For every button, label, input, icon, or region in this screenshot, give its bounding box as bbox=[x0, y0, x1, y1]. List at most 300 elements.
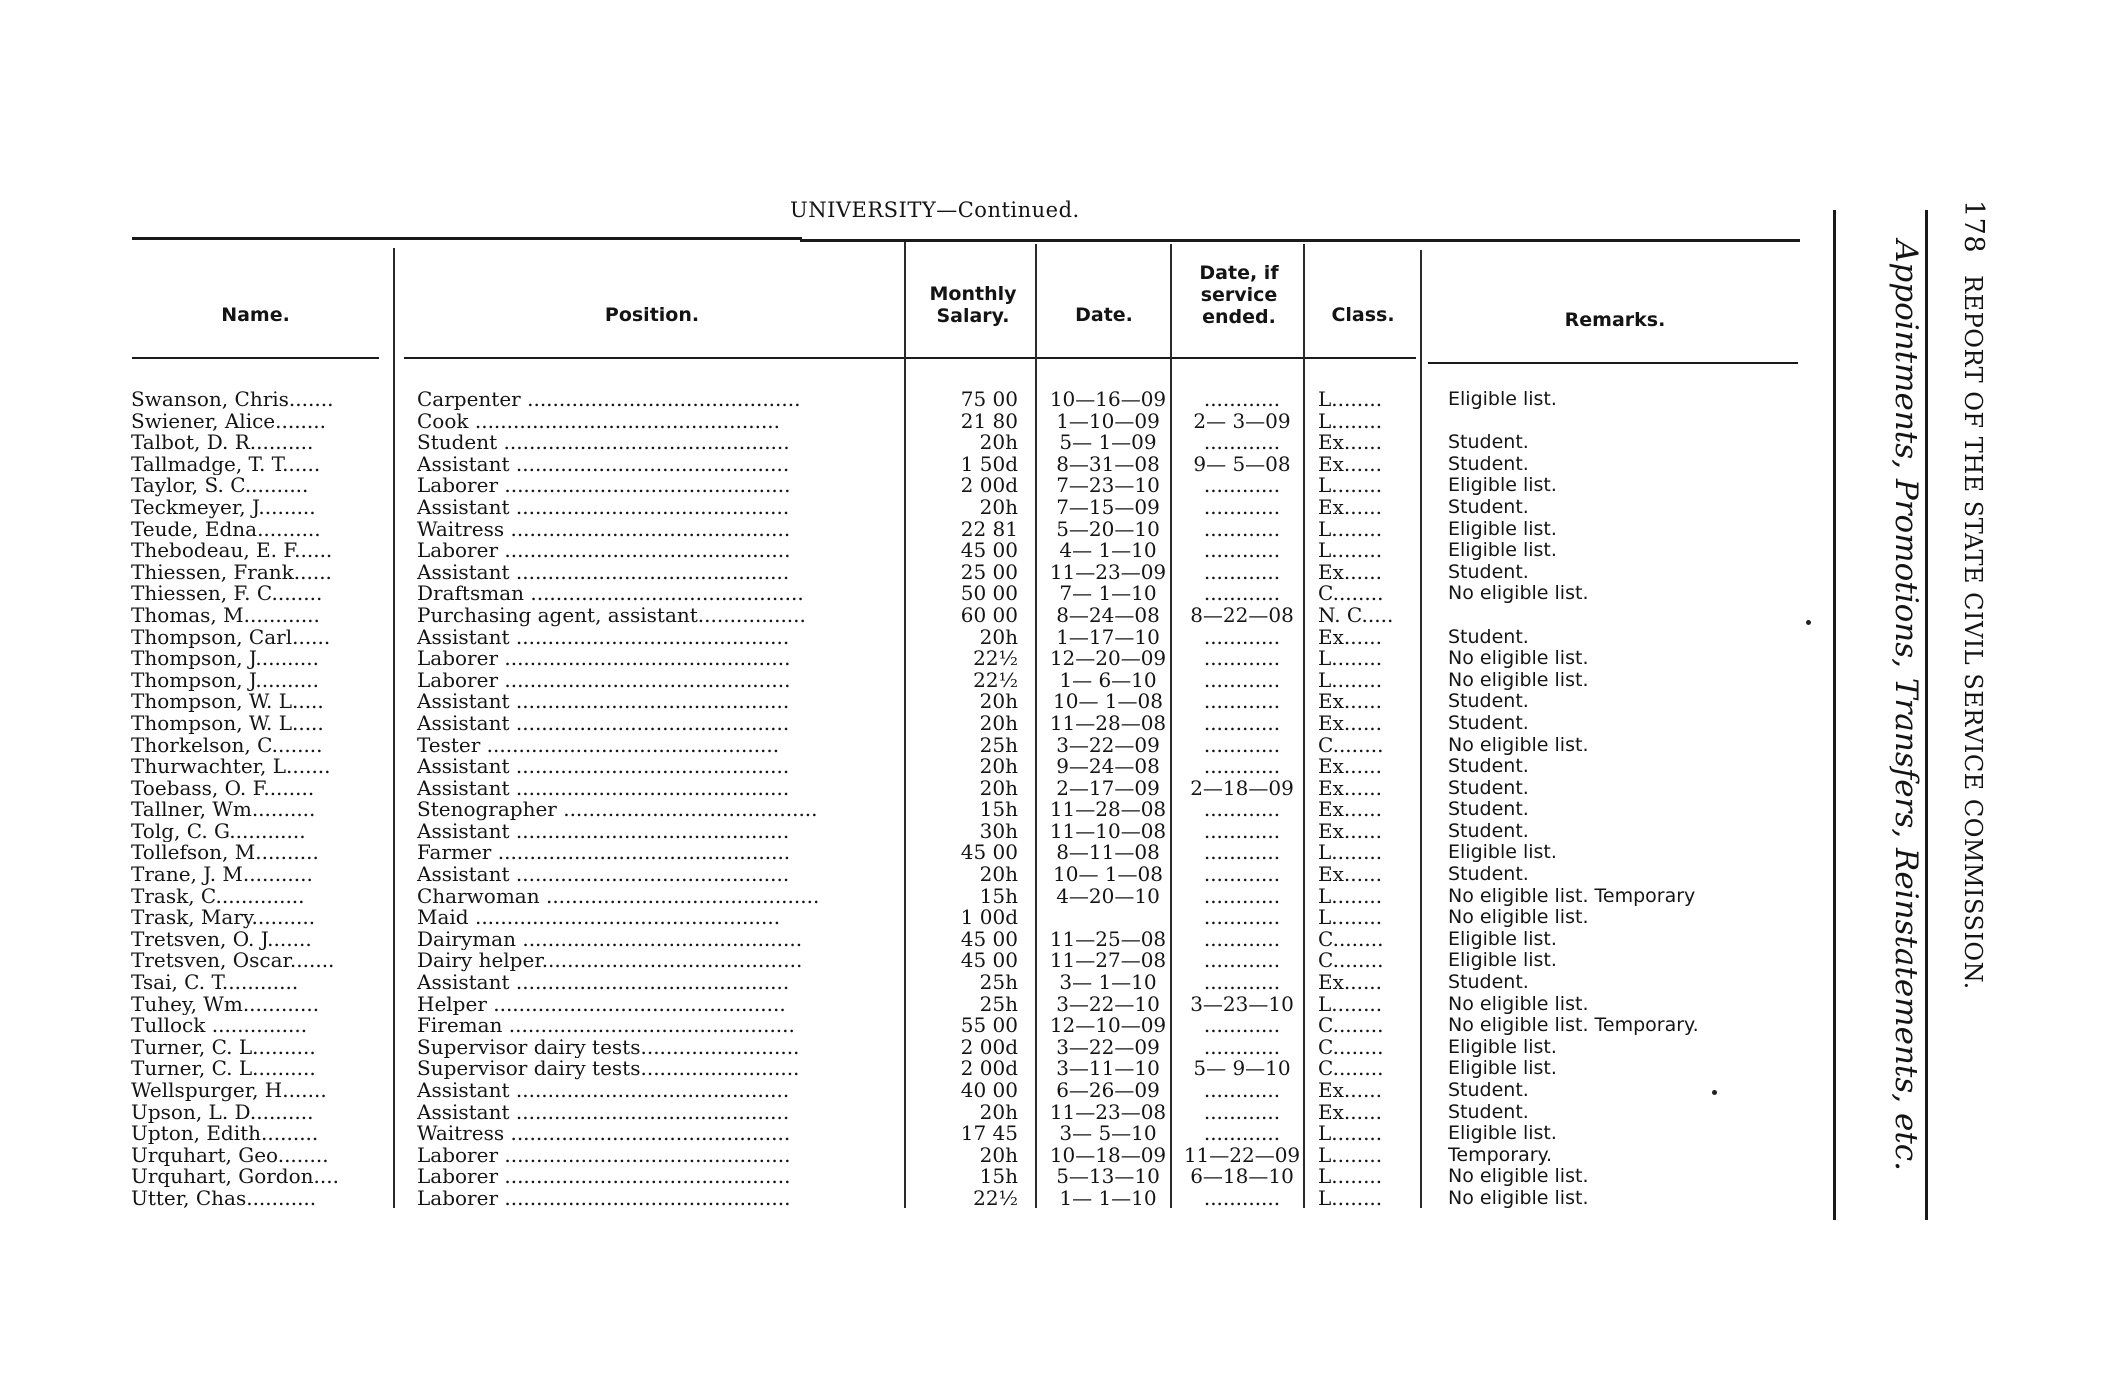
name-cell: Turner, C. L.......... bbox=[131, 1058, 316, 1080]
table-row bbox=[0, 670, 2116, 692]
class-cell: Ex...... bbox=[1318, 1080, 1383, 1102]
table-body bbox=[0, 389, 2116, 1210]
date-cell: 3—11—10 bbox=[1056, 1058, 1160, 1080]
salary-cell: 22½ bbox=[973, 648, 1018, 670]
date-cell: 1— 6—10 bbox=[1059, 669, 1157, 692]
remarks-cell: Student. bbox=[1448, 691, 1529, 713]
table-row bbox=[0, 475, 2116, 497]
date-cell: 12—10—09 bbox=[1049, 1015, 1167, 1037]
end-date-cell: ............ bbox=[1203, 496, 1281, 519]
end-date-cell: 2—18—09 bbox=[1190, 777, 1294, 800]
position-cell: Supervisor dairy tests......................... bbox=[417, 1058, 800, 1080]
remarks-cell: No eligible list. bbox=[1448, 648, 1589, 670]
position-cell: Assistant ........................................... bbox=[417, 756, 790, 778]
salary-cell: 15h bbox=[979, 1166, 1018, 1188]
name-cell: Thurwachter, L....... bbox=[131, 756, 331, 778]
remarks-cell: Student. bbox=[1448, 453, 1529, 475]
end-date-cell: ............ bbox=[1203, 561, 1281, 584]
side-rule-right bbox=[1925, 210, 1928, 1220]
table-row bbox=[0, 1102, 2116, 1124]
position-cell: Assistant ........................................... bbox=[417, 864, 790, 886]
end-date-cell: ............ bbox=[1203, 972, 1281, 994]
end-date-cell: 11—22—09 bbox=[1183, 1144, 1301, 1167]
name-cell: Talbot, D. R.......... bbox=[131, 432, 314, 454]
end-date-cell: ............ bbox=[1203, 842, 1281, 865]
table-row bbox=[0, 735, 2116, 757]
remarks-cell: Eligible list. bbox=[1448, 1123, 1557, 1145]
class-cell: C........ bbox=[1318, 1058, 1384, 1080]
class-cell: L........ bbox=[1318, 518, 1383, 541]
date-cell: 7—15—09 bbox=[1056, 496, 1160, 519]
salary-cell: 50 00 bbox=[960, 583, 1018, 605]
remarks-cell: Eligible list. bbox=[1448, 540, 1557, 562]
end-date-cell: ............ bbox=[1203, 734, 1281, 757]
top-rule-left bbox=[132, 237, 802, 240]
class-cell: Ex...... bbox=[1318, 972, 1383, 994]
remarks-cell: Eligible list. bbox=[1448, 518, 1557, 540]
date-cell: 5—13—10 bbox=[1056, 1166, 1160, 1188]
table-row bbox=[0, 1015, 2116, 1037]
name-cell: Upson, L. D.......... bbox=[131, 1101, 314, 1124]
date-cell: 6—26—09 bbox=[1056, 1080, 1160, 1102]
date-cell: 3—22—09 bbox=[1056, 1036, 1160, 1059]
class-cell: Ex...... bbox=[1318, 799, 1383, 821]
class-cell: L........ bbox=[1318, 1187, 1383, 1210]
position-cell: Waitress ............................................ bbox=[417, 1123, 791, 1145]
header-class: Class. bbox=[1331, 304, 1395, 326]
name-cell: Toebass, O. F........ bbox=[131, 777, 315, 800]
remarks-cell: Eligible list. bbox=[1448, 475, 1557, 497]
table-row bbox=[0, 929, 2116, 951]
salary-cell: 40 00 bbox=[960, 1080, 1018, 1102]
name-cell: Taylor, S. C.......... bbox=[131, 475, 309, 497]
table-row bbox=[0, 886, 2116, 908]
position-cell: Assistant ........................................... bbox=[417, 561, 790, 584]
class-cell: L........ bbox=[1318, 540, 1383, 562]
class-cell: L........ bbox=[1318, 669, 1383, 692]
date-cell: 3—22—10 bbox=[1056, 993, 1160, 1016]
salary-cell: 25h bbox=[979, 972, 1018, 994]
class-cell: Ex...... bbox=[1318, 561, 1383, 584]
class-cell: Ex...... bbox=[1318, 432, 1383, 454]
class-cell: Ex...... bbox=[1318, 712, 1383, 735]
table-row bbox=[0, 821, 2116, 843]
remarks-cell: Student. bbox=[1448, 432, 1529, 454]
salary-cell: 2 00d bbox=[960, 1036, 1018, 1059]
salary-cell: 17 45 bbox=[960, 1123, 1018, 1145]
position-cell: Waitress ............................................ bbox=[417, 518, 791, 541]
remarks-cell: No eligible list. bbox=[1448, 907, 1589, 929]
remarks-cell: Eligible list. bbox=[1448, 950, 1557, 972]
date-cell: 10—16—09 bbox=[1049, 389, 1167, 411]
salary-cell: 20h bbox=[979, 756, 1018, 778]
position-cell: Dairy helper......................................... bbox=[417, 950, 803, 973]
end-date-cell: 3—23—10 bbox=[1190, 993, 1294, 1016]
name-cell: Tallner, Wm.......... bbox=[131, 799, 316, 821]
name-cell: Urquhart, Gordon.... bbox=[131, 1166, 339, 1188]
class-cell: Ex...... bbox=[1318, 1101, 1383, 1124]
remarks-cell: Eligible list. bbox=[1448, 1058, 1557, 1080]
table-row bbox=[0, 756, 2116, 778]
name-cell: Thiessen, Frank...... bbox=[131, 561, 332, 584]
salary-cell: 21 80 bbox=[960, 410, 1018, 433]
salary-cell: 20h bbox=[979, 496, 1018, 519]
class-cell: Ex...... bbox=[1318, 820, 1383, 843]
end-date-cell: ............ bbox=[1203, 712, 1281, 735]
class-cell: N. C..... bbox=[1318, 604, 1394, 627]
top-rule-right bbox=[800, 239, 1800, 242]
end-date-cell: ............ bbox=[1203, 799, 1281, 821]
end-date-cell: ............ bbox=[1203, 583, 1281, 605]
date-cell: 8—11—08 bbox=[1056, 842, 1160, 865]
header-rule-middle bbox=[404, 357, 1416, 359]
end-date-cell: ............ bbox=[1203, 1187, 1281, 1210]
remarks-cell: Student. bbox=[1448, 820, 1529, 842]
class-cell: Ex...... bbox=[1318, 626, 1383, 649]
name-cell: Thompson, W. L..... bbox=[131, 691, 324, 713]
end-date-cell: 2— 3—09 bbox=[1193, 410, 1291, 433]
salary-cell: 22½ bbox=[973, 669, 1018, 692]
table-row bbox=[0, 1058, 2116, 1080]
position-cell: Tester .............................................. bbox=[417, 734, 780, 757]
end-date-cell: ............ bbox=[1203, 756, 1281, 778]
name-cell: Swanson, Chris....... bbox=[131, 389, 334, 411]
salary-cell: 20h bbox=[979, 864, 1018, 886]
remarks-cell: No eligible list. bbox=[1448, 993, 1589, 1015]
salary-cell: 25h bbox=[979, 993, 1018, 1016]
name-cell: Thompson, J.......... bbox=[131, 648, 319, 670]
table-row bbox=[0, 411, 2116, 433]
table-row bbox=[0, 540, 2116, 562]
position-cell: Assistant ........................................... bbox=[417, 691, 790, 713]
page-number: 178 bbox=[1958, 200, 1989, 254]
salary-cell: 20h bbox=[979, 626, 1018, 649]
table-row bbox=[0, 389, 2116, 411]
date-cell: 11—23—09 bbox=[1049, 561, 1167, 584]
table-row bbox=[0, 864, 2116, 886]
class-cell: C........ bbox=[1318, 583, 1384, 605]
end-date-cell: 9— 5—08 bbox=[1193, 453, 1291, 476]
end-date-cell: ............ bbox=[1203, 626, 1281, 649]
table-row bbox=[0, 454, 2116, 476]
name-cell: Upton, Edith......... bbox=[131, 1123, 319, 1145]
name-cell: Utter, Chas........... bbox=[131, 1187, 317, 1210]
running-head bbox=[1958, 200, 1989, 990]
salary-cell: 20h bbox=[979, 712, 1018, 735]
class-cell: C........ bbox=[1318, 928, 1384, 951]
salary-cell: 2 00d bbox=[960, 475, 1018, 497]
position-cell: Assistant ........................................... bbox=[417, 453, 790, 476]
position-cell: Dairyman ............................................ bbox=[417, 928, 803, 951]
salary-cell: 22½ bbox=[973, 1187, 1018, 1210]
salary-cell: 1 00d bbox=[960, 907, 1018, 929]
running-head-text: REPORT OF THE STATE CIVIL SERVICE COMMISSION. bbox=[1959, 275, 1987, 990]
position-cell: Purchasing agent, assistant................. bbox=[417, 604, 806, 627]
remarks-cell: Eligible list. bbox=[1448, 928, 1557, 950]
salary-cell: 55 00 bbox=[960, 1015, 1018, 1037]
table-row bbox=[0, 972, 2116, 994]
remarks-cell: Student. bbox=[1448, 561, 1529, 583]
header-ended: Date, if service ended. bbox=[1199, 262, 1279, 328]
name-cell: Teude, Edna.......... bbox=[131, 518, 321, 541]
name-cell: Tretsven, Oscar....... bbox=[131, 950, 335, 973]
table-row bbox=[0, 994, 2116, 1016]
end-date-cell: ............ bbox=[1203, 518, 1281, 541]
date-cell: 3—22—09 bbox=[1056, 734, 1160, 757]
position-cell: Charwoman ........................................... bbox=[417, 885, 820, 908]
table-row bbox=[0, 1166, 2116, 1188]
name-cell: Wellspurger, H....... bbox=[131, 1080, 327, 1102]
salary-cell: 20h bbox=[979, 691, 1018, 713]
header-name: Name. bbox=[221, 304, 290, 326]
name-cell: Turner, C. L.......... bbox=[131, 1036, 316, 1059]
position-cell: Farmer .............................................. bbox=[417, 842, 791, 865]
position-cell: Laborer ............................................. bbox=[417, 540, 791, 562]
salary-cell: 20h bbox=[979, 1144, 1018, 1167]
date-cell: 1—17—10 bbox=[1056, 626, 1160, 649]
name-cell: Swiener, Alice........ bbox=[131, 410, 326, 433]
date-cell: 1—10—09 bbox=[1056, 410, 1160, 433]
salary-cell: 75 00 bbox=[960, 389, 1018, 411]
remarks-cell: Eligible list. bbox=[1448, 389, 1557, 410]
date-cell: 11—10—08 bbox=[1049, 820, 1167, 843]
salary-cell: 45 00 bbox=[960, 950, 1018, 973]
position-cell: Assistant ........................................... bbox=[417, 820, 790, 843]
table-row bbox=[0, 627, 2116, 649]
table-row bbox=[0, 605, 2116, 627]
table-title: UNIVERSITY—Continued. bbox=[790, 198, 1080, 222]
class-cell: L........ bbox=[1318, 1166, 1383, 1188]
class-cell: L........ bbox=[1318, 1144, 1383, 1167]
date-cell: 10— 1—08 bbox=[1053, 691, 1163, 713]
date-cell: 12—20—09 bbox=[1049, 648, 1167, 670]
remarks-cell: No eligible list. Temporary bbox=[1448, 885, 1696, 907]
name-cell: Thorkelson, C........ bbox=[131, 734, 323, 757]
name-cell: Teckmeyer, J......... bbox=[131, 496, 316, 519]
name-cell: Tolg, C. G............ bbox=[131, 820, 306, 843]
name-cell: Tsai, C. T............ bbox=[131, 972, 299, 994]
table-row bbox=[0, 1145, 2116, 1167]
salary-cell: 22 81 bbox=[960, 518, 1018, 541]
position-cell: Assistant ........................................... bbox=[417, 1101, 790, 1124]
position-cell: Laborer ............................................. bbox=[417, 1187, 791, 1210]
header-salary: Monthly Salary. bbox=[929, 283, 1017, 327]
end-date-cell: 8—22—08 bbox=[1190, 604, 1294, 627]
date-cell: 11—28—08 bbox=[1049, 712, 1167, 735]
print-speck bbox=[1806, 620, 1811, 625]
class-cell: Ex...... bbox=[1318, 864, 1383, 886]
class-cell: Ex...... bbox=[1318, 453, 1383, 476]
date-cell: 2—17—09 bbox=[1056, 777, 1160, 800]
class-cell: L........ bbox=[1318, 389, 1383, 411]
name-cell: Tullock ............... bbox=[131, 1015, 308, 1037]
remarks-cell: Student. bbox=[1448, 864, 1529, 886]
name-cell: Thiessen, F. C........ bbox=[131, 583, 323, 605]
date-cell: 7—23—10 bbox=[1056, 475, 1160, 497]
name-cell: Thompson, J.......... bbox=[131, 669, 319, 692]
header-rule-name bbox=[132, 357, 379, 359]
end-date-cell: ............ bbox=[1203, 691, 1281, 713]
end-date-cell: ............ bbox=[1203, 907, 1281, 929]
class-cell: L........ bbox=[1318, 842, 1383, 865]
salary-cell: 25h bbox=[979, 734, 1018, 757]
position-cell: Laborer ............................................. bbox=[417, 1144, 791, 1167]
class-cell: C........ bbox=[1318, 734, 1384, 757]
table-row bbox=[0, 562, 2116, 584]
position-cell: Assistant ........................................... bbox=[417, 777, 790, 800]
name-cell: Tretsven, O. J....... bbox=[131, 928, 312, 951]
print-speck bbox=[1712, 1090, 1717, 1095]
end-date-cell: ............ bbox=[1203, 1015, 1281, 1037]
date-cell: 5—20—10 bbox=[1056, 518, 1160, 541]
salary-cell: 2 00d bbox=[960, 1058, 1018, 1080]
name-cell: Tuhey, Wm............ bbox=[131, 993, 320, 1016]
date-cell: 8—24—08 bbox=[1056, 604, 1160, 627]
date-cell: 11—25—08 bbox=[1049, 928, 1167, 951]
date-cell: 7— 1—10 bbox=[1059, 583, 1157, 605]
table-row bbox=[0, 648, 2116, 670]
position-cell: Laborer ............................................. bbox=[417, 1166, 791, 1188]
position-cell: Assistant ........................................... bbox=[417, 496, 790, 519]
class-cell: L........ bbox=[1318, 648, 1383, 670]
class-cell: Ex...... bbox=[1318, 691, 1383, 713]
salary-cell: 1 50d bbox=[960, 453, 1018, 476]
date-cell: 11—28—08 bbox=[1049, 799, 1167, 821]
position-cell: Laborer ............................................. bbox=[417, 669, 791, 692]
class-cell: C........ bbox=[1318, 1036, 1384, 1059]
position-cell: Cook ................................................ bbox=[417, 410, 781, 433]
end-date-cell: ............ bbox=[1203, 885, 1281, 908]
side-rule-left bbox=[1833, 210, 1836, 1220]
name-cell: Urquhart, Geo........ bbox=[131, 1144, 329, 1167]
class-cell: C........ bbox=[1318, 950, 1384, 973]
remarks-cell: No eligible list. bbox=[1448, 669, 1589, 691]
class-cell: C........ bbox=[1318, 1015, 1384, 1037]
position-cell: Fireman ............................................. bbox=[417, 1015, 795, 1037]
date-cell: 3— 5—10 bbox=[1059, 1123, 1157, 1145]
remarks-cell: Student. bbox=[1448, 626, 1529, 648]
date-cell: 11—27—08 bbox=[1049, 950, 1167, 973]
position-cell: Laborer ............................................. bbox=[417, 648, 791, 670]
class-cell: L........ bbox=[1318, 993, 1383, 1016]
table-row bbox=[0, 842, 2116, 864]
date-cell: 4—20—10 bbox=[1056, 885, 1160, 908]
class-cell: L........ bbox=[1318, 1123, 1383, 1145]
salary-cell: 30h bbox=[979, 820, 1018, 843]
date-cell: 4— 1—10 bbox=[1059, 540, 1157, 562]
header-date: Date. bbox=[1075, 304, 1133, 326]
table-row bbox=[0, 691, 2116, 713]
side-title: Appointments, Promotions, Transfers, Reinstatements, etc. bbox=[1888, 240, 1924, 1171]
table-row bbox=[0, 799, 2116, 821]
class-cell: L........ bbox=[1318, 885, 1383, 908]
table-row bbox=[0, 1123, 2116, 1145]
end-date-cell: ............ bbox=[1203, 540, 1281, 562]
remarks-cell: No eligible list. bbox=[1448, 583, 1589, 605]
end-date-cell: 6—18—10 bbox=[1190, 1166, 1294, 1188]
end-date-cell: ............ bbox=[1203, 389, 1281, 411]
end-date-cell: ............ bbox=[1203, 928, 1281, 951]
table-row bbox=[0, 713, 2116, 735]
position-cell: Supervisor dairy tests......................... bbox=[417, 1036, 800, 1059]
remarks-cell: Student. bbox=[1448, 777, 1529, 799]
position-cell: Stenographer ........................................ bbox=[417, 799, 818, 821]
date-cell: 1— 1—10 bbox=[1059, 1187, 1157, 1210]
remarks-cell: Eligible list. bbox=[1448, 842, 1557, 864]
remarks-cell: No eligible list. Temporary. bbox=[1448, 1015, 1699, 1037]
end-date-cell: ............ bbox=[1203, 950, 1281, 973]
end-date-cell: ............ bbox=[1203, 1101, 1281, 1124]
date-cell: 8—31—08 bbox=[1056, 453, 1160, 476]
position-cell: Assistant ........................................... bbox=[417, 712, 790, 735]
date-cell: 5— 1—09 bbox=[1059, 432, 1157, 454]
remarks-cell: No eligible list. bbox=[1448, 1187, 1589, 1209]
class-cell: Ex...... bbox=[1318, 496, 1383, 519]
salary-cell: 20h bbox=[979, 777, 1018, 800]
end-date-cell: 5— 9—10 bbox=[1193, 1058, 1291, 1080]
remarks-cell: Student. bbox=[1448, 756, 1529, 778]
position-cell: Student ............................................. bbox=[417, 432, 790, 454]
table-row bbox=[0, 519, 2116, 541]
salary-cell: 60 00 bbox=[960, 604, 1018, 627]
class-cell: L........ bbox=[1318, 907, 1383, 929]
remarks-cell: Student. bbox=[1448, 972, 1529, 994]
date-cell: 10—18—09 bbox=[1049, 1144, 1167, 1167]
end-date-cell: ............ bbox=[1203, 432, 1281, 454]
class-cell: Ex...... bbox=[1318, 777, 1383, 800]
remarks-cell: Student. bbox=[1448, 1101, 1529, 1123]
end-date-cell: ............ bbox=[1203, 820, 1281, 843]
name-cell: Tallmadge, T. T...... bbox=[131, 453, 321, 476]
date-cell: 10— 1—08 bbox=[1053, 864, 1163, 886]
remarks-cell: Eligible list. bbox=[1448, 1036, 1557, 1058]
remarks-cell: Student. bbox=[1448, 799, 1529, 821]
salary-cell: 45 00 bbox=[960, 928, 1018, 951]
name-cell: Thompson, Carl...... bbox=[131, 626, 331, 649]
name-cell: Tollefson, M.......... bbox=[131, 842, 319, 865]
remarks-cell: Student. bbox=[1448, 712, 1529, 734]
table-row bbox=[0, 1080, 2116, 1102]
salary-cell: 20h bbox=[979, 432, 1018, 454]
header-remarks: Remarks. bbox=[1564, 309, 1666, 331]
end-date-cell: ............ bbox=[1203, 669, 1281, 692]
remarks-cell: Temporary. bbox=[1448, 1144, 1553, 1166]
name-cell: Trask, Mary.......... bbox=[131, 907, 316, 929]
position-cell: Carpenter ........................................... bbox=[417, 389, 801, 411]
salary-cell: 25 00 bbox=[960, 561, 1018, 584]
class-cell: L........ bbox=[1318, 410, 1383, 433]
table-row bbox=[0, 497, 2116, 519]
end-date-cell: ............ bbox=[1203, 475, 1281, 497]
position-cell: Draftsman ........................................... bbox=[417, 583, 804, 605]
salary-cell: 15h bbox=[979, 799, 1018, 821]
salary-cell: 15h bbox=[979, 885, 1018, 908]
salary-cell: 45 00 bbox=[960, 540, 1018, 562]
remarks-cell: No eligible list. bbox=[1448, 734, 1589, 756]
end-date-cell: ............ bbox=[1203, 1080, 1281, 1102]
table-row bbox=[0, 950, 2116, 972]
class-cell: Ex...... bbox=[1318, 756, 1383, 778]
end-date-cell: ............ bbox=[1203, 1123, 1281, 1145]
table-row bbox=[0, 583, 2116, 605]
header-position: Position. bbox=[604, 304, 700, 326]
date-cell: 3— 1—10 bbox=[1059, 972, 1157, 994]
date-cell: 11—23—08 bbox=[1049, 1101, 1167, 1124]
salary-cell: 20h bbox=[979, 1101, 1018, 1124]
table-row bbox=[0, 1188, 2116, 1210]
table-row bbox=[0, 432, 2116, 454]
table-row bbox=[0, 907, 2116, 929]
